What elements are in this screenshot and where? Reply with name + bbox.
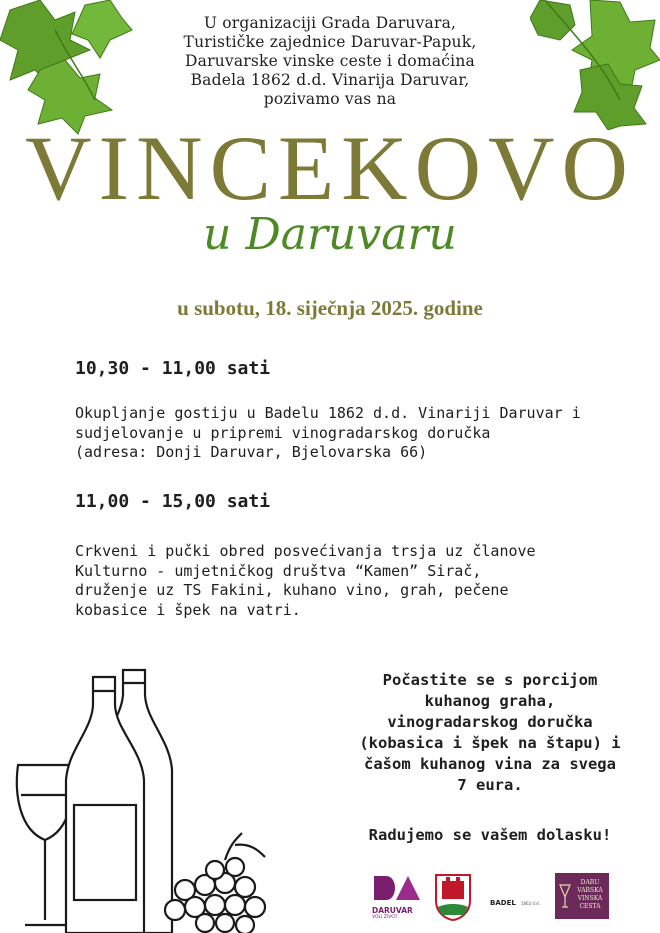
grapes-icon [165,858,265,933]
offer-line: kuhanog graha, [424,692,556,710]
offer-line: (kobasica i špek na štapu) i [359,734,621,752]
badel-logo-suffix: 1862 d.d. [520,901,540,906]
vinska-cesta-line: DARU [580,879,600,886]
schedule-description-2 [75,542,635,620]
daruvar-logo-name: DARUVAR [372,906,413,915]
event-subtitle: u Daruvaru [203,209,457,260]
wine-bottles-illustration [10,665,285,933]
offer-line: vinogradarskog doručka [387,713,593,731]
intro-line: Turističke zajednice Daruvar-Papuk, [183,33,477,51]
event-title: VINCEKOVO [25,117,635,219]
intro-line: Badela 1862 d.d. Vinarija Daruvar, [190,71,470,89]
schedule-line: Kulturno - umjetničkog društva “Kamen” Sirač, [75,561,482,580]
welcome-text: Radujemo se vašem dolasku! [368,826,612,844]
daruvar-logo [372,874,424,920]
schedule-line: Crkveni i pučki obred posvećivanja trsja uz članove [75,542,536,560]
schedule-line: Okupljanje gostiju u Badelu 1862 d.d. Vinariji Daruvar i [75,404,581,422]
schedule-time-2: 11,00 - 15,00 sati [75,491,271,512]
schedule-line: druženje uz TS Fakini, kuhano vino, grah, pečene [75,581,509,599]
intro-line: Daruvarske vinske ceste i domaćina [185,52,475,70]
vinska-cesta-logo [555,873,609,919]
schedule-time-1: 10,30 - 11,00 sati [75,358,271,379]
daruvar-coat-of-arms-icon [434,873,472,921]
grape-leaves-top-left [0,0,135,135]
vinska-cesta-line: VARSKA [577,887,603,894]
badel-logo-name: BADEL [490,899,516,907]
grape-leaves-top-right [530,0,660,130]
daruvar-logo-tagline: VOLI ŽIVOT [372,915,398,920]
schedule-line: kobasice i špek na vatri. [75,600,301,619]
offer-text [340,670,640,796]
vinska-cesta-glass-icon [558,881,572,911]
vinska-cesta-line: VINSKA [577,895,603,902]
schedule-line: (adresa: Donji Daruvar, Bjelovarska 66) [75,443,428,461]
offer-line: čašom kuhanog vina za svega [364,755,616,773]
vinska-cesta-line: CESTA [579,903,601,910]
offer-line: Počastite se s porcijom [382,671,598,689]
daruvar-logo-mark-icon [372,874,424,902]
offer-line: 7 eura. [457,776,523,794]
badel-logo [490,890,552,909]
intro-text [150,14,510,109]
intro-line: U organizaciji Grada Daruvara, [203,14,457,32]
schedule-line: sudjelovanje u pripremi vinogradarskog doručka [75,423,491,442]
intro-line: pozivamo vas na [263,90,397,108]
wine-glass-icon [17,765,73,840]
event-date: u subotu, 18. siječnja 2025. godine [177,296,483,320]
schedule-description-1 [75,404,635,463]
